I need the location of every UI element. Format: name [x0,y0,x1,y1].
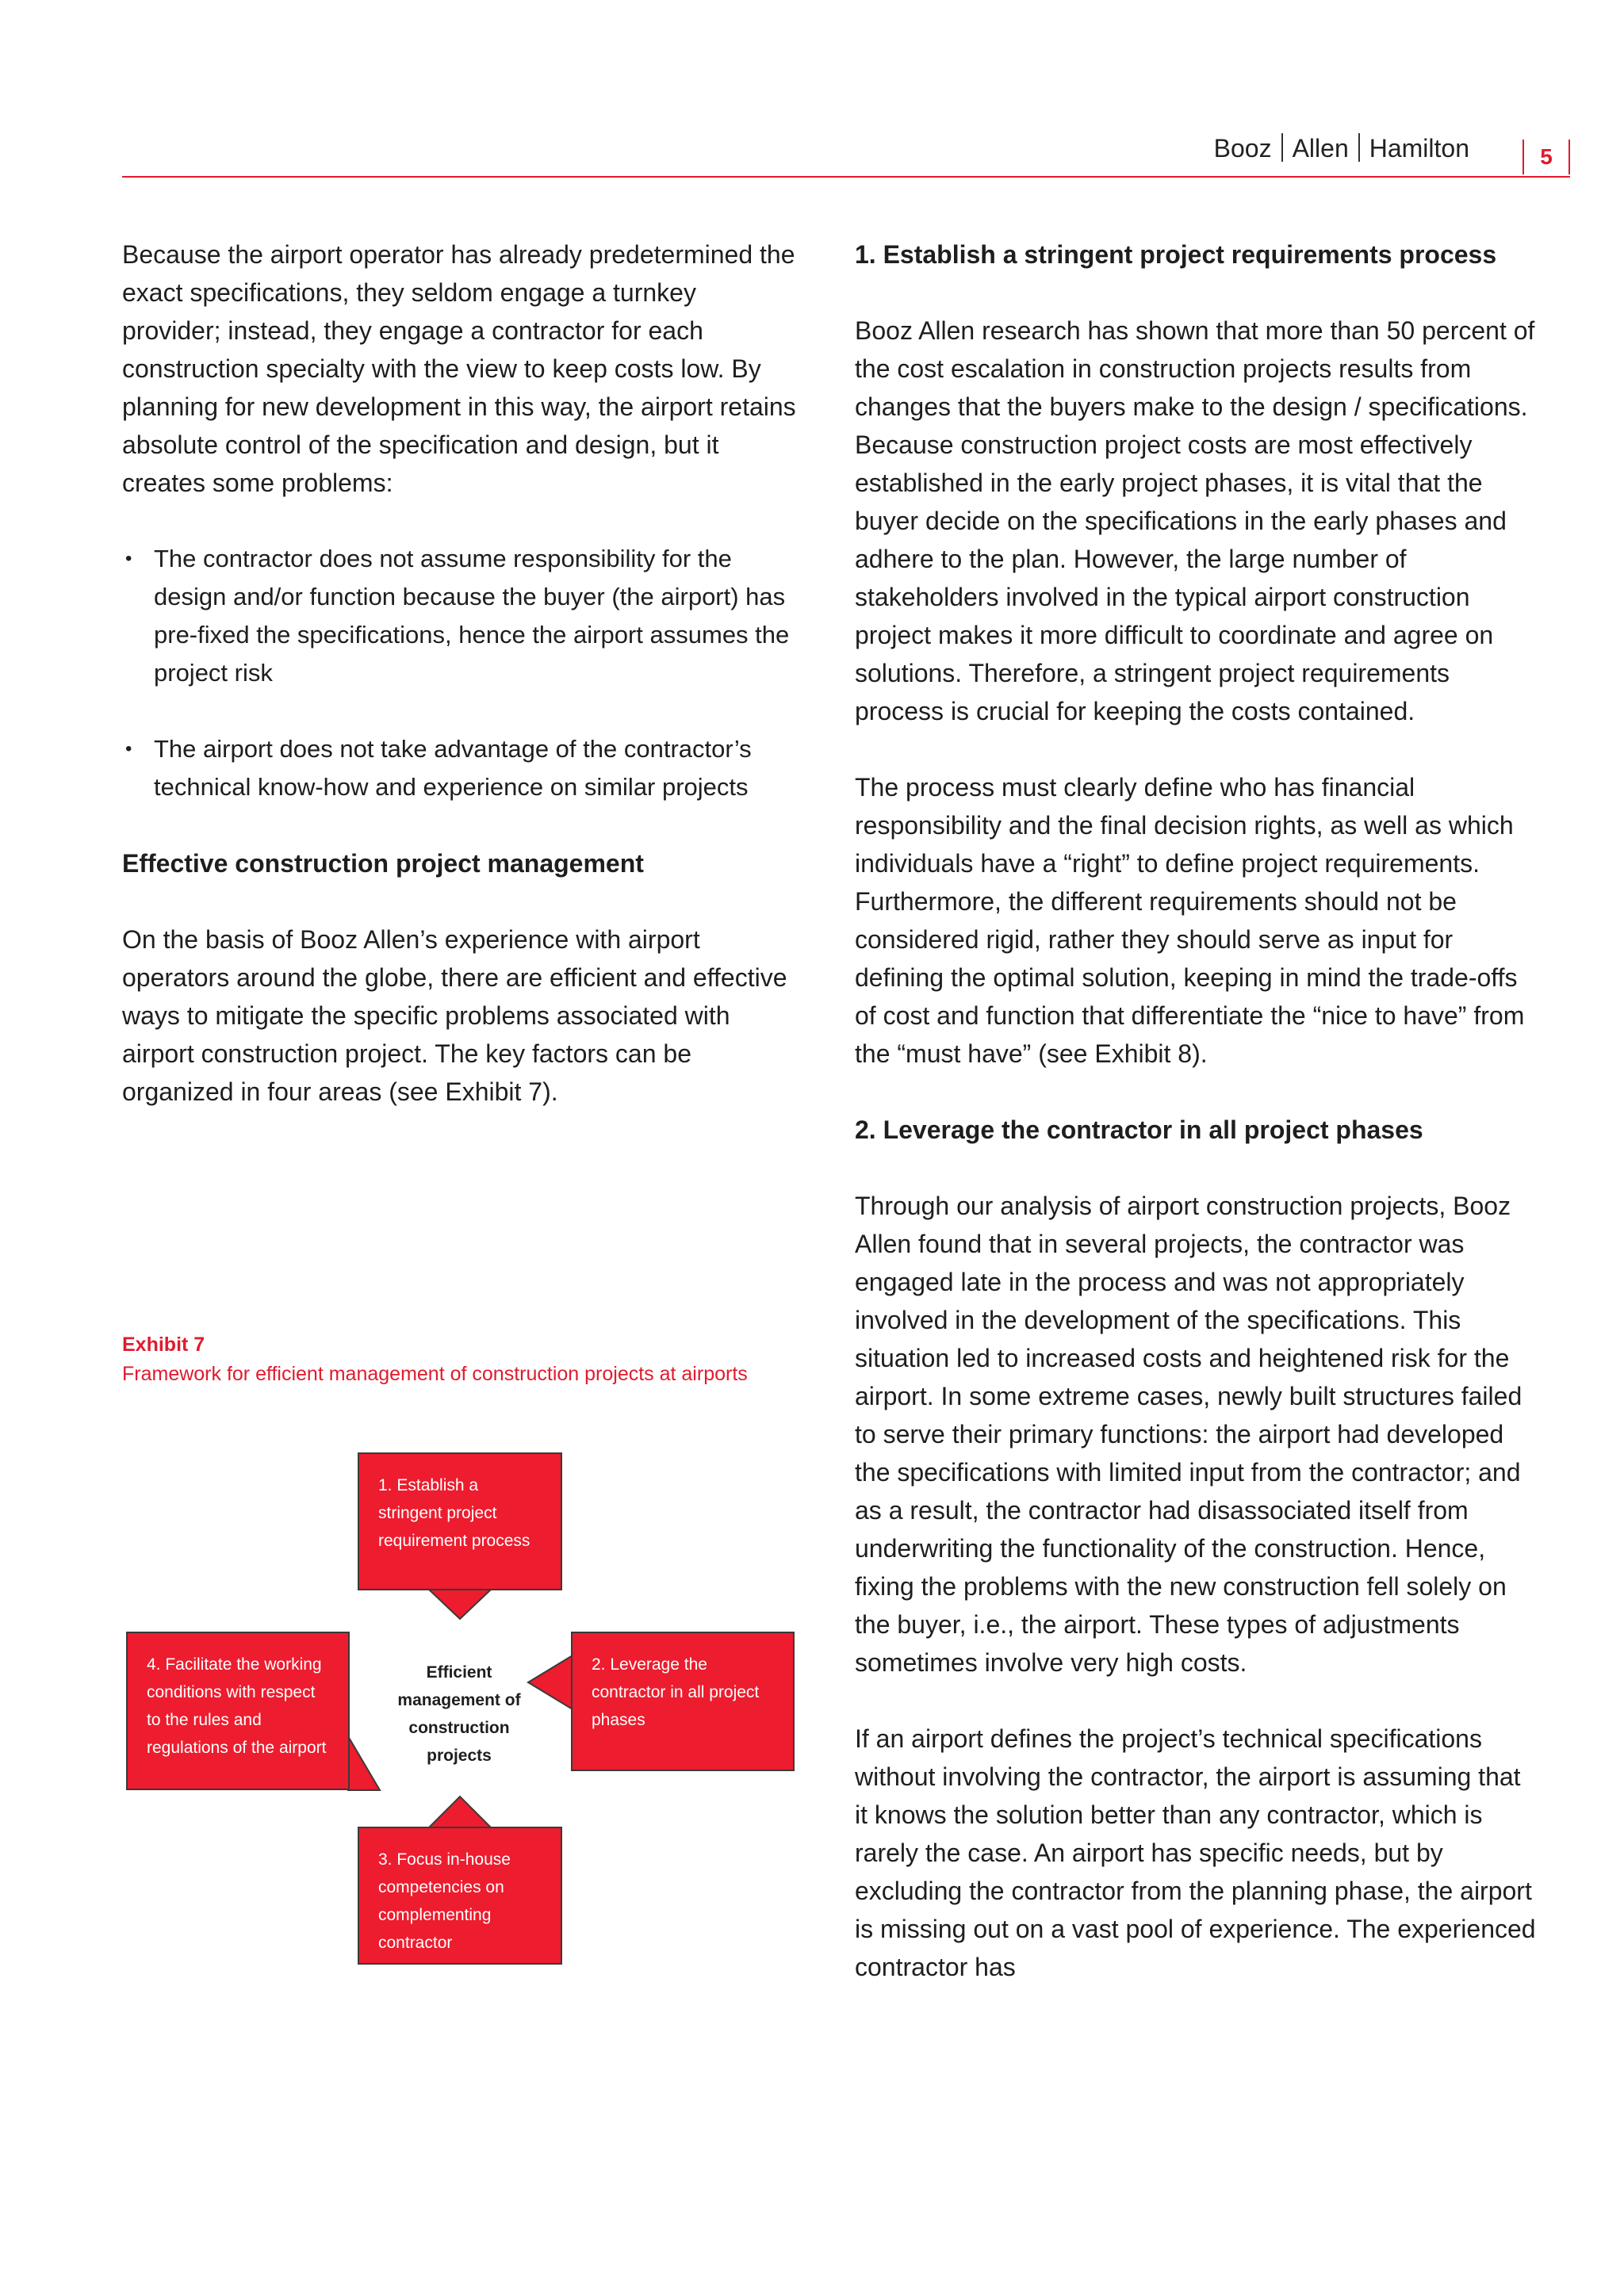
brand-allen: Allen [1292,134,1349,163]
section-heading: 1. Establish a stringent project requirements process [855,240,1497,269]
exhibit-title: Exhibit 7 [122,1334,205,1356]
brand-separator [1358,133,1360,162]
arrow-top [428,1589,492,1619]
exhibit-caption: Framework for efficient management of construction projects at airports [122,1363,748,1385]
section-heading: Effective construction project management [122,849,644,878]
framework-center-label: Efficient management of construction projects [397,1663,521,1765]
section-heading: 2. Leverage the contractor in all project phases [855,1115,1423,1144]
arrow-bottom [428,1797,492,1828]
framework-diagram [122,1451,796,1966]
brand-separator [1281,133,1283,162]
framework-box-contractor: 2. Leverage the contractor in all project phases [571,1632,795,1771]
framework-box-regulations: 4. Facilitate the working conditions with respect to the rules and regulations of the airport [126,1632,350,1790]
list-item: • The airport does not take advantage of the contractor’s technical know-how and experience on similar projects [122,730,796,806]
arrow-left [348,1736,380,1790]
body-paragraph: Booz Allen research has shown that more than 50 percent of the cost escalation in construction projects results from changes that the buyers make to the design / specifications. Because construction project costs are most effectively established in the early project phases, it is vital that the buyer decide on the specifications in the early phases and adhere to the plan. However, the large number of stakeholders involved in the typical airport construction project makes it more difficult to coordinate and agree on solutions. Therefore, a stringent project requirements process is crucial for keeping the costs contained. [855,316,1535,725]
body-paragraph: Through our analysis of airport construction projects, Booz Allen found that in several projects, the contractor was engaged late in the process and was not appropriately involved in the development of the specifications. This situation led to increased costs and heightened risk for the airport. In some extreme cases, newly built structures failed to serve their primary functions: the airport had developed the specifications with limited input from the contractor; and as a result, the contractor had disassociated itself from underwriting the functionality of the construction. Hence, fixing the problems with the new construction fell solely on the buyer, i.e., the airport. These types of adjustments sometimes involve very high costs. [855,1192,1522,1677]
framework-box-requirements: 1. Establish a stringent project requirement process [358,1452,562,1590]
body-paragraph: On the basis of Booz Allen’s experience with airport operators around the globe, there are efficient and effective ways to mitigate the specific problems associated with airport construction project. The key factors can be organized in four areas (see Exhibit 7). [122,925,787,1106]
header-rule [122,176,1570,178]
left-column [122,235,796,1149]
problem-list [122,540,796,806]
body-paragraph: The process must clearly define who has financial responsibility and the final decision rights, as well as which individuals have a “right” to define project requirements. Furthermore, the different requirements should not be considered rigid, rather they should serve as input for defining the optimal solution, keeping in mind the trade-offs of cost and function that differentiate the “nice to have” from the “must have” (see Exhibit 8). [855,773,1525,1068]
brand-booz: Booz [1213,134,1272,163]
intro-paragraph: Because the airport operator has already predetermined the exact specifications, they seldom engage a turnkey provider; instead, they engage a contractor for each construction specialty with the view to keep costs low. By planning for new development in this way, the airport retains absolute control of the specification and design, but it creates some problems: [122,240,796,497]
list-item: • The contractor does not assume responsibility for the design and/or function because the buyer (the airport) has pre-fixed the specifications, hence the airport assumes the project risk [122,540,796,692]
framework-box-in-house: 3. Focus in-house competencies on complementing contractor [358,1827,562,1965]
brand-wordmark [1214,133,1469,163]
right-column [855,235,1537,2024]
body-paragraph: If an airport defines the project’s technical specifications without involving the contractor, the airport is assuming that it knows the solution better than any contractor, which is rarely the case. An airport has specific needs, but by excluding the contractor from the planning phase, the airport is missing out on a vast pool of experience. The experienced contractor has [855,1724,1536,1981]
page-number: 5 [1522,140,1570,174]
brand-hamilton: Hamilton [1369,134,1469,163]
